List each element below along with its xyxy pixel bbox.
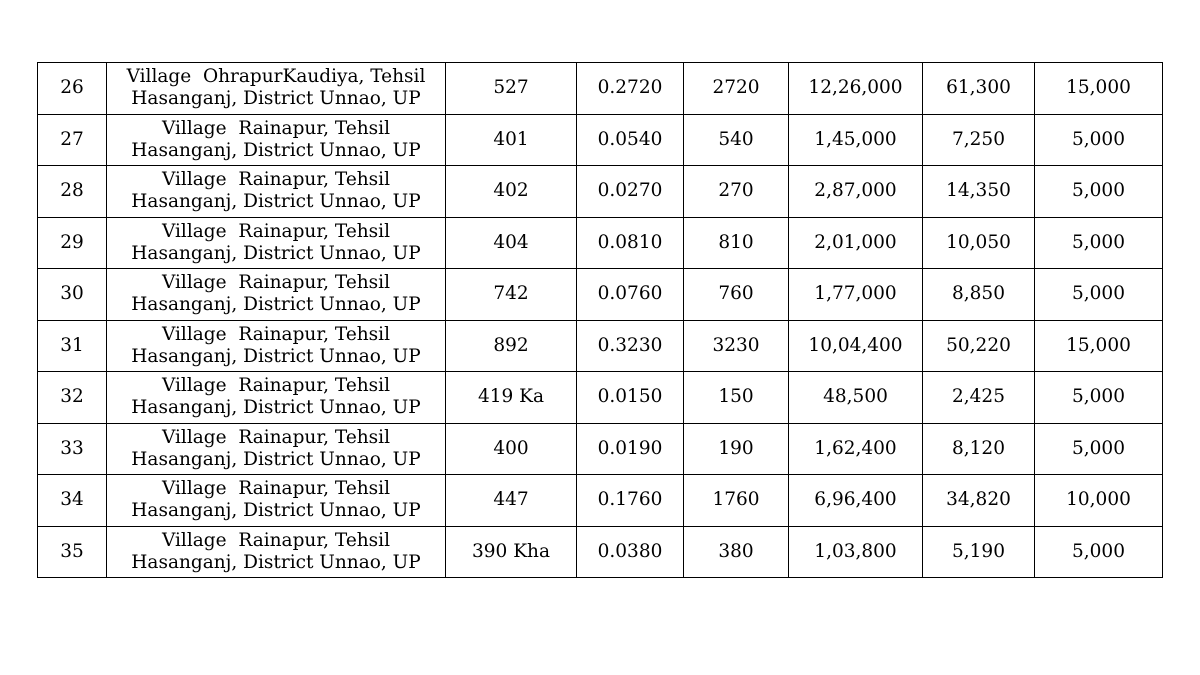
area-hectare-cell: 0.0380 (577, 526, 684, 578)
area-hectare-cell: 0.0810 (577, 217, 684, 269)
khasra-number-cell: 400 (446, 423, 577, 475)
serial-number-cell: 26 (38, 63, 107, 115)
location-cell (107, 320, 446, 372)
khasra-number-cell: 390 Kha (446, 526, 577, 578)
column-8-cell: 5,000 (1035, 166, 1163, 218)
area-hectare-cell: 0.0760 (577, 269, 684, 321)
area-hectare-cell: 0.0540 (577, 114, 684, 166)
column-8-cell: 5,000 (1035, 114, 1163, 166)
location-line-1: Village Rainapur, Tehsil (161, 323, 391, 345)
column-8-cell: 5,000 (1035, 526, 1163, 578)
area-sqm-cell: 540 (684, 114, 789, 166)
serial-number-cell: 33 (38, 423, 107, 475)
column-7-cell: 7,250 (923, 114, 1035, 166)
serial-number-cell: 31 (38, 320, 107, 372)
column-8-cell: 15,000 (1035, 63, 1163, 115)
location-line-2: Hasanganj, District Unnao, UP (131, 345, 421, 367)
area-hectare-cell: 0.3230 (577, 320, 684, 372)
area-sqm-cell: 2720 (684, 63, 789, 115)
table-row (38, 166, 1163, 218)
location-cell (107, 475, 446, 527)
column-7-cell: 8,850 (923, 269, 1035, 321)
location-line-2: Hasanganj, District Unnao, UP (131, 448, 421, 470)
area-sqm-cell: 760 (684, 269, 789, 321)
location-line-2: Hasanganj, District Unnao, UP (131, 139, 421, 161)
serial-number-cell: 30 (38, 269, 107, 321)
location-line-1: Village Rainapur, Tehsil (161, 478, 391, 500)
column-8-cell: 10,000 (1035, 475, 1163, 527)
location-cell (107, 269, 446, 321)
column-7-cell: 5,190 (923, 526, 1035, 578)
location-line-1: Village Rainapur, Tehsil (161, 375, 391, 397)
location-cell (107, 372, 446, 424)
amount-cell: 48,500 (789, 372, 923, 424)
khasra-number-cell: 419 Ka (446, 372, 577, 424)
area-sqm-cell: 1760 (684, 475, 789, 527)
table-row (38, 217, 1163, 269)
location-cell (107, 423, 446, 475)
column-7-cell: 34,820 (923, 475, 1035, 527)
serial-number-cell: 27 (38, 114, 107, 166)
serial-number-cell: 32 (38, 372, 107, 424)
khasra-number-cell: 401 (446, 114, 577, 166)
area-sqm-cell: 190 (684, 423, 789, 475)
column-7-cell: 10,050 (923, 217, 1035, 269)
location-line-1: Village OhrapurKaudiya, Tehsil (126, 66, 426, 88)
column-8-cell: 5,000 (1035, 372, 1163, 424)
land-records-table (37, 62, 1163, 578)
amount-cell: 1,03,800 (789, 526, 923, 578)
column-7-cell: 8,120 (923, 423, 1035, 475)
serial-number-cell: 34 (38, 475, 107, 527)
amount-cell: 2,87,000 (789, 166, 923, 218)
khasra-number-cell: 402 (446, 166, 577, 218)
location-line-2: Hasanganj, District Unnao, UP (131, 191, 421, 213)
amount-cell: 1,45,000 (789, 114, 923, 166)
khasra-number-cell: 527 (446, 63, 577, 115)
amount-cell: 12,26,000 (789, 63, 923, 115)
column-7-cell: 2,425 (923, 372, 1035, 424)
table-row (38, 475, 1163, 527)
column-7-cell: 14,350 (923, 166, 1035, 218)
area-hectare-cell: 0.0150 (577, 372, 684, 424)
area-sqm-cell: 270 (684, 166, 789, 218)
column-8-cell: 15,000 (1035, 320, 1163, 372)
column-7-cell: 61,300 (923, 63, 1035, 115)
amount-cell: 1,77,000 (789, 269, 923, 321)
location-line-2: Hasanganj, District Unnao, UP (131, 500, 421, 522)
area-hectare-cell: 0.0190 (577, 423, 684, 475)
table-row (38, 320, 1163, 372)
location-cell (107, 63, 446, 115)
location-line-2: Hasanganj, District Unnao, UP (131, 88, 421, 110)
area-hectare-cell: 0.1760 (577, 475, 684, 527)
location-line-1: Village Rainapur, Tehsil (161, 117, 391, 139)
serial-number-cell: 35 (38, 526, 107, 578)
location-line-1: Village Rainapur, Tehsil (161, 169, 391, 191)
serial-number-cell: 28 (38, 166, 107, 218)
location-cell (107, 166, 446, 218)
area-hectare-cell: 0.0270 (577, 166, 684, 218)
location-cell (107, 217, 446, 269)
location-cell (107, 114, 446, 166)
table-row (38, 114, 1163, 166)
area-sqm-cell: 3230 (684, 320, 789, 372)
column-8-cell: 5,000 (1035, 269, 1163, 321)
area-sqm-cell: 810 (684, 217, 789, 269)
amount-cell: 6,96,400 (789, 475, 923, 527)
location-cell (107, 526, 446, 578)
khasra-number-cell: 447 (446, 475, 577, 527)
area-sqm-cell: 150 (684, 372, 789, 424)
location-line-2: Hasanganj, District Unnao, UP (131, 294, 421, 316)
column-8-cell: 5,000 (1035, 423, 1163, 475)
location-line-1: Village Rainapur, Tehsil (161, 272, 391, 294)
khasra-number-cell: 742 (446, 269, 577, 321)
location-line-2: Hasanganj, District Unnao, UP (131, 397, 421, 419)
table-row (38, 526, 1163, 578)
table-row (38, 423, 1163, 475)
table-body (38, 63, 1163, 578)
amount-cell: 10,04,400 (789, 320, 923, 372)
area-hectare-cell: 0.2720 (577, 63, 684, 115)
location-line-1: Village Rainapur, Tehsil (161, 426, 391, 448)
khasra-number-cell: 892 (446, 320, 577, 372)
amount-cell: 1,62,400 (789, 423, 923, 475)
table-row (38, 372, 1163, 424)
location-line-1: Village Rainapur, Tehsil (161, 529, 391, 551)
location-line-2: Hasanganj, District Unnao, UP (131, 551, 421, 573)
location-line-2: Hasanganj, District Unnao, UP (131, 242, 421, 264)
amount-cell: 2,01,000 (789, 217, 923, 269)
khasra-number-cell: 404 (446, 217, 577, 269)
location-line-1: Village Rainapur, Tehsil (161, 220, 391, 242)
serial-number-cell: 29 (38, 217, 107, 269)
column-7-cell: 50,220 (923, 320, 1035, 372)
column-8-cell: 5,000 (1035, 217, 1163, 269)
area-sqm-cell: 380 (684, 526, 789, 578)
table-row (38, 269, 1163, 321)
table-row (38, 63, 1163, 115)
